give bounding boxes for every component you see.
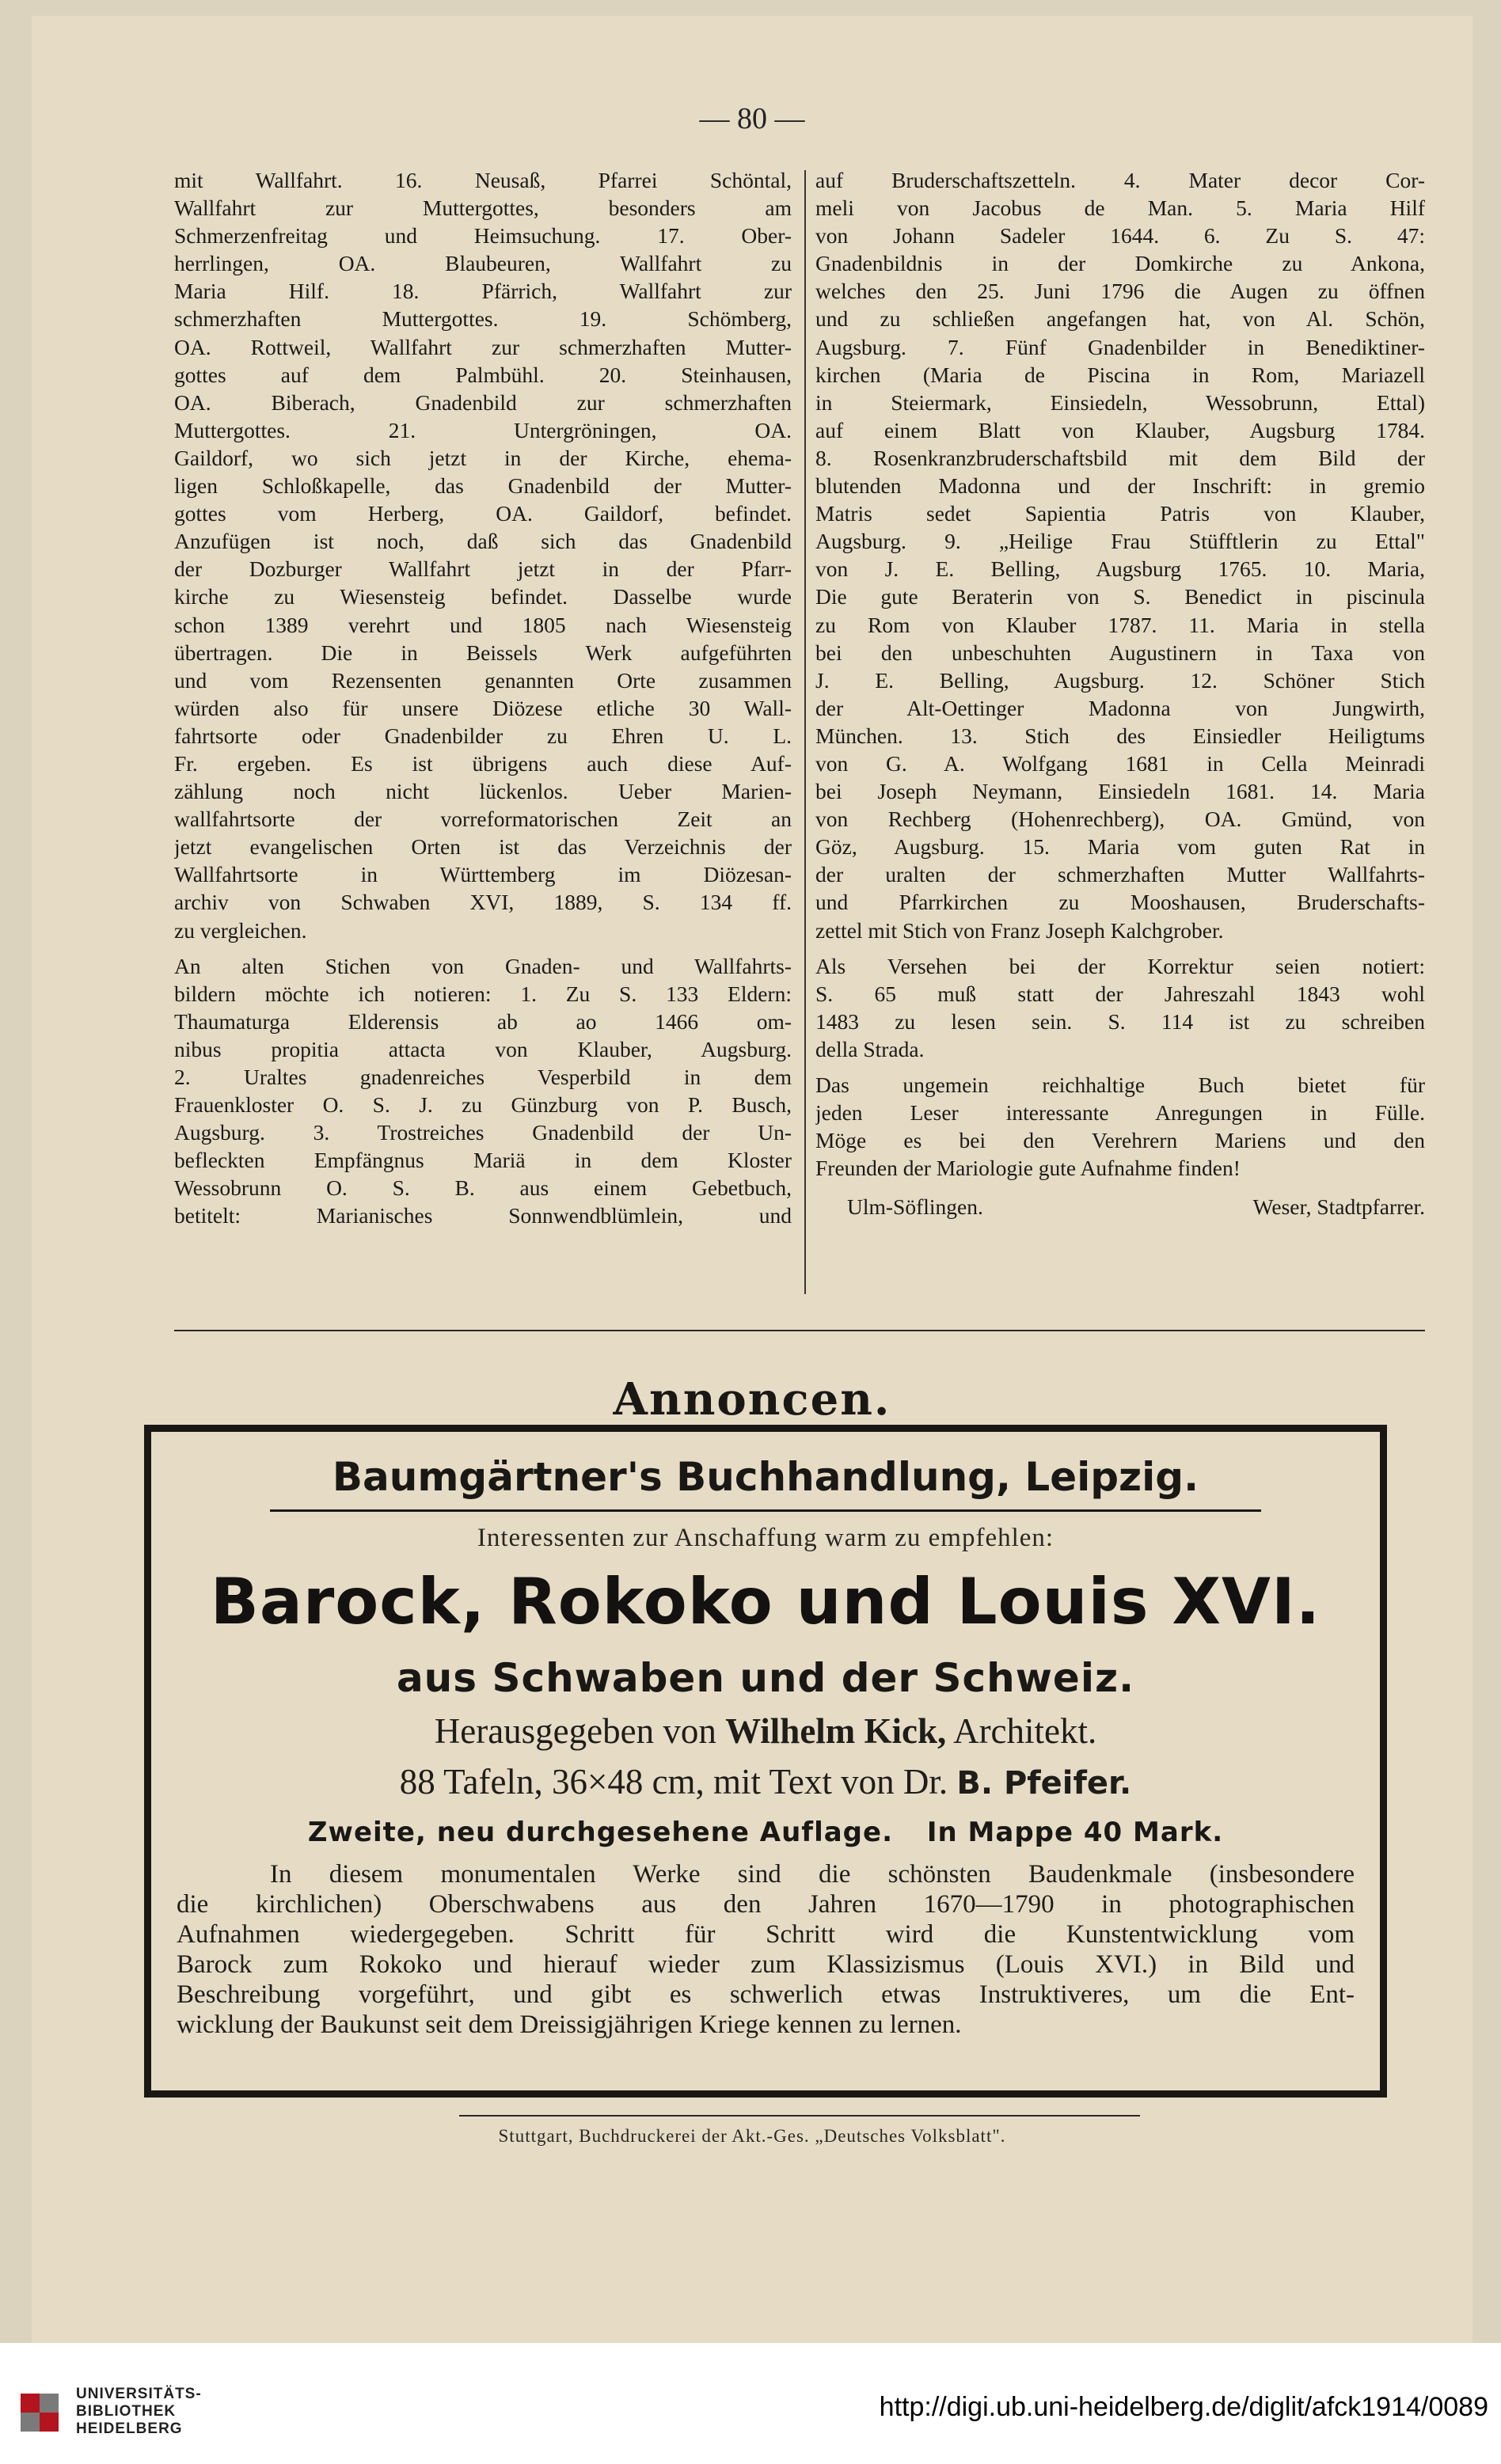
text-line: Matris sedet Sapientia Patris von Klauber, — [815, 501, 1425, 526]
text-line: und zu schließen angefangen hat, von Al. Schön, — [815, 306, 1425, 332]
right-text-column — [815, 166, 1425, 1221]
text-line: in Steiermark, Einsiedeln, Wessobrunn, Ettal) — [815, 389, 1425, 415]
text-line: schon 1389 verehrt und 1805 nach Wiesensteig — [174, 612, 792, 637]
text-line: Gnadenbildnis in der Domkirche zu Ankona, — [815, 251, 1425, 276]
text-line: bildern möchte ich notieren: 1. Zu S. 133 Eldern: — [174, 981, 792, 1006]
column-divider — [804, 170, 806, 1294]
ad-plates-text: 88 Tafeln, 36×48 cm, mit Text von Dr. — [399, 1762, 948, 1801]
text-line: Gaildorf, wo sich jetzt in der Kirche, ehema- — [174, 445, 792, 470]
text-line: wallfahrtsorte der vorreformatorischen Zeit an — [174, 807, 792, 832]
text-line: Augsburg. 9. „Heilige Frau Stüfftlerin zu Ettal" — [815, 529, 1425, 554]
text-line: Augsburg. 3. Trostreiches Gnadenbild der Un- — [174, 1120, 792, 1145]
text-line: der Dozburger Wallfahrt jetzt in der Pfarr- — [174, 556, 792, 582]
text-line: zu Rom von Klauber 1787. 11. Maria in stella — [815, 612, 1425, 637]
text-line: OA. Biberach, Gnadenbild zur schmerzhaften — [174, 389, 792, 415]
text-line: gottes auf dem Palmbühl. 20. Steinhausen, — [174, 362, 792, 387]
ad-editor-prefix: Herausgegeben von — [434, 1711, 716, 1751]
ad-book-title: Barock, Rokoko und Louis XVI. — [210, 1565, 1321, 1638]
ad-description-line: die kirchlichen) Oberschwabens aus den Jahren 1670—1790 in photographischen — [177, 1890, 1355, 1919]
scanned-page — [32, 16, 1472, 2343]
text-line: Frauenkloster O. S. J. zu Günzburg von P. Busch, — [174, 1092, 792, 1118]
text-line: bei Joseph Neymann, Einsiedeln 1681. 14. Maria — [815, 779, 1425, 804]
permalink-url[interactable]: http://digi.ub.uni-heidelberg.de/diglit/afck1914/0089 — [879, 2392, 1488, 2422]
text-line: welches den 25. Juni 1796 die Augen zu öffnen — [815, 279, 1425, 304]
text-line: von J. E. Belling, Augsburg 1765. 10. Maria, — [815, 556, 1425, 582]
text-line: ligen Schloßkapelle, das Gnadenbild der Mutter- — [174, 473, 792, 499]
text-line: Freunden der Mariologie gute Aufnahme finden! — [815, 1156, 1241, 1181]
ad-edition: Zweite, neu durchgesehene Auflage. — [307, 1817, 893, 1848]
text-line: meli von Jacobus de Man. 5. Maria Hilf — [815, 196, 1425, 221]
text-line: S. 65 muß statt der Jahreszahl 1843 wohl — [815, 981, 1425, 1006]
ad-rule — [270, 1509, 1261, 1512]
ad-interest-line: Interessenten zur Anschaffung warm zu empfehlen: — [477, 1524, 1054, 1552]
text-line: zettel mit Stich von Franz Joseph Kalchgrober. — [815, 917, 1224, 943]
text-line: betitelt: Marianisches Sonnwendblümlein, und — [174, 1203, 792, 1228]
ad-plates-line — [151, 1761, 1380, 1802]
text-line: Wessobrunn O. S. B. aus einem Gebetbuch, — [174, 1175, 792, 1201]
ad-price: In Mappe 40 Mark. — [926, 1817, 1224, 1848]
text-line: zu vergleichen. — [174, 917, 307, 943]
library-name-line-3: HEIDELBERG — [76, 2420, 183, 2437]
text-line: Augsburg. 7. Fünf Gnadenbilder in Benediktiner- — [815, 334, 1425, 359]
university-library-logo-icon — [16, 2389, 63, 2436]
ad-editor-name: Wilhelm Kick, — [725, 1711, 947, 1751]
ad-edition-line — [151, 1817, 1380, 1848]
text-line: von Rechberg (Hohenrechberg), OA. Gmünd, von — [815, 807, 1425, 832]
text-line: della Strada. — [815, 1036, 925, 1061]
text-line: OA. Rottweil, Wallfahrt zur schmerzhaften Mutter- — [174, 334, 792, 359]
ad-description-line: Aufnahmen wiedergegeben. Schritt für Schritt wird die Kunstentwicklung vom — [177, 1920, 1355, 1949]
text-line: gottes vom Herberg, OA. Gaildorf, befindet. — [174, 501, 792, 526]
text-line: mit Wallfahrt. 16. Neusaß, Pfarrei Schöntal, — [174, 168, 792, 192]
text-line: Wallfahrt zur Muttergottes, besonders am — [174, 196, 792, 221]
text-line: Maria Hilf. 18. Pfärrich, Wallfahrt zur — [174, 279, 792, 304]
text-line: auf einem Blatt von Klauber, Augsburg 1784. — [815, 417, 1425, 442]
text-line: 8. Rosenkranzbruderschaftsbild mit dem Bild der — [815, 445, 1425, 470]
text-line: Göz, Augsburg. 15. Maria vom guten Rat in — [815, 834, 1425, 860]
library-name-line-1: UNIVERSITÄTS- — [76, 2386, 202, 2402]
ad-description-line: wicklung der Baukunst seit dem Dreissigjährigen Kriege kennen zu lernen. — [177, 2010, 962, 2039]
ad-publisher: Baumgärtner's Buchhandlung, Leipzig. — [332, 1454, 1199, 1500]
text-line: zählung noch nicht lückenlos. Ueber Marien- — [174, 779, 792, 804]
text-line: jeden Leser interessante Anregungen in Fülle. — [815, 1100, 1425, 1126]
text-line: befleckten Empfängnus Mariä in dem Kloster — [174, 1148, 792, 1173]
text-line: kirche zu Wiesensteig befindet. Dasselbe wurde — [174, 584, 792, 609]
text-line: 2. Uraltes gnadenreiches Vesperbild in dem — [174, 1065, 792, 1089]
text-line: 1483 zu lesen sein. S. 114 ist zu schreiben — [815, 1008, 1425, 1034]
text-line: fahrtsorte oder Gnadenbilder zu Ehren U. L. — [174, 723, 792, 748]
library-footer — [0, 2343, 1501, 2464]
text-line: Schmerzenfreitag und Heimsuchung. 17. Ober- — [174, 223, 792, 249]
text-line: Als Versehen bei der Korrektur seien notiert: — [815, 953, 1425, 978]
text-line: München. 13. Stich des Einsiedler Heiligtums — [815, 723, 1425, 748]
text-line: auf Bruderschaftszetteln. 4. Mater decor Cor- — [815, 168, 1425, 192]
text-line: Die gute Beraterin von S. Benedict in piscinula — [815, 584, 1425, 609]
text-line: übertragen. Die in Beissels Werk aufgeführten — [174, 640, 792, 665]
ad-plates-author: B. Pfeifer. — [956, 1765, 1132, 1801]
text-line: An alten Stichen von Gnaden- und Wallfahrts- — [174, 953, 792, 978]
signature-name: Weser, Stadtpfarrer. — [1252, 1194, 1425, 1220]
signature-place: Ulm-Söflingen. — [847, 1194, 983, 1220]
imprint-rule — [459, 2115, 1140, 2117]
annoncen-heading: Annoncen. — [613, 1373, 891, 1426]
text-line: herrlingen, OA. Blaubeuren, Wallfahrt zu — [174, 251, 792, 276]
ad-description — [177, 1859, 1355, 2040]
text-line: und Pfarrkirchen zu Mooshausen, Bruderschafts- — [815, 890, 1425, 915]
printer-imprint: Stuttgart, Buchdruckerei der Akt.-Ges. „Deutsches Volksblatt". — [498, 2126, 1006, 2146]
text-line: der uralten der schmerzhaften Mutter Wallfahrts- — [815, 862, 1425, 887]
text-line: von Johann Sadeler 1644. 6. Zu S. 47: — [815, 223, 1425, 249]
ad-description-line: Barock zum Rokoko und hierauf wieder zum Klassizismus (Louis XVI.) in Bild und — [177, 1950, 1355, 1979]
signature-line — [815, 1193, 1425, 1221]
text-line: von G. A. Wolfgang 1681 in Cella Meinradi — [815, 750, 1425, 776]
text-line: Anzufügen ist noch, daß sich das Gnadenbild — [174, 529, 792, 554]
ad-editor-line — [151, 1710, 1380, 1752]
ad-description-line: Beschreibung vorgeführt, und gibt es schwerlich etwas Instruktiveres, um die Ent- — [177, 1980, 1355, 2009]
text-line: und vom Rezensenten genannten Orte zusammen — [174, 667, 792, 693]
text-line: jetzt evangelischen Orten ist das Verzeichnis der — [174, 834, 792, 860]
text-line: Das ungemein reichhaltige Buch bietet für — [815, 1073, 1425, 1097]
ad-description-line: In diesem monumentalen Werke sind die schönsten Baudenkmale (insbesondere — [270, 1860, 1355, 1889]
advertisement-box — [144, 1425, 1387, 2098]
text-line: Fr. ergeben. Es ist übrigens auch diese Auf- — [174, 750, 792, 776]
text-line: Thaumaturga Elderensis ab ao 1466 om- — [174, 1008, 792, 1034]
text-line: Wallfahrtsorte in Württemberg im Diözesan- — [174, 862, 792, 887]
left-text-column — [174, 166, 792, 1230]
text-line: archiv von Schwaben XVI, 1889, S. 134 ff. — [174, 890, 792, 915]
text-line: Muttergottes. 21. Untergröningen, OA. — [174, 417, 792, 442]
text-line: J. E. Belling, Augsburg. 12. Schöner Stich — [815, 667, 1425, 693]
library-name — [76, 2386, 202, 2438]
text-line: bei den unbeschuhten Augustinern in Taxa von — [815, 640, 1425, 665]
ad-editor-role: Architekt. — [953, 1711, 1097, 1751]
text-line: Möge es bei den Verehrern Mariens und den — [815, 1128, 1425, 1153]
text-line: würden also für unsere Diözese etliche 30 Wall- — [174, 695, 792, 720]
text-line: kirchen (Maria de Piscina in Rom, Mariazell — [815, 362, 1425, 387]
library-name-line-2: BIBLIOTHEK — [76, 2403, 177, 2420]
section-rule — [174, 1330, 1425, 1331]
ad-book-subtitle: aus Schwaben und der Schweiz. — [396, 1655, 1135, 1701]
text-line: schmerzhaften Muttergottes. 19. Schömberg, — [174, 306, 792, 332]
text-line: nibus propitia attacta von Klauber, Augsburg. — [174, 1036, 792, 1061]
page-number: — 80 — — [699, 102, 805, 135]
text-line: der Alt-Oettinger Madonna von Jungwirth, — [815, 695, 1425, 720]
text-line: blutenden Madonna und der Inschrift: in gremio — [815, 473, 1425, 499]
